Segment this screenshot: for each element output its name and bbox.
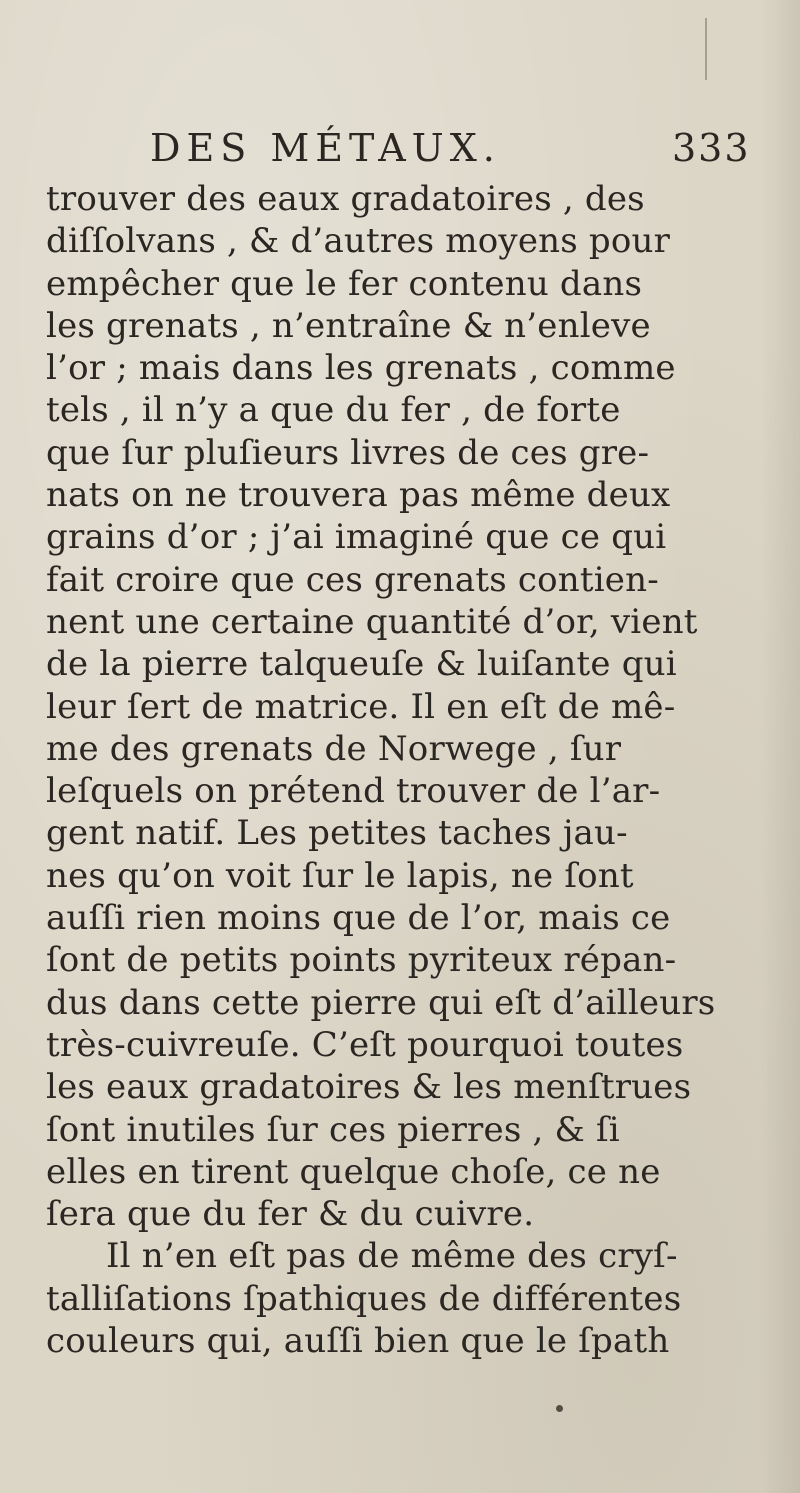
text-line-18: auſſi rien moins que de l’or, mais ce: [46, 898, 671, 939]
ink-smudge: [556, 1405, 563, 1412]
running-title: DES MÉTAUX.: [150, 126, 501, 170]
text-line-25: ſera que du fer & du cuivre.: [46, 1194, 535, 1235]
text-line-9: grains d’or ; j’ai imaginé que ce qui: [46, 517, 667, 558]
body-text: [46, 178, 774, 1362]
text-line-14: me des grenats de Norwege , ſur: [46, 728, 622, 769]
text-line-5: l’or ; mais dans les grenats , comme: [46, 348, 676, 389]
text-line-23: ſont inutiles ſur ces pierres , & ſi: [46, 1109, 620, 1150]
text-line-6: tels , il n’y a que du fer , de forte: [46, 390, 621, 431]
text-line-8: nats on ne trouvera pas même deux: [46, 475, 671, 516]
text-line-10: fait croire que ces grenats contien-: [46, 559, 659, 600]
margin-mark: [705, 18, 707, 80]
text-line-2: diſſolvans , & d’autres moyens pour: [46, 221, 671, 262]
text-line-28: couleurs qui, auſſi bien que le ſpath: [46, 1321, 670, 1362]
text-line-24: elles en tirent quelque choſe, ce ne: [46, 1151, 661, 1192]
page-header: [0, 126, 800, 182]
text-line-4: les grenats , n’entraîne & n’enleve: [46, 305, 651, 346]
text-line-15: leſquels on prétend trouver de l’ar-: [46, 771, 661, 812]
text-line-20: dus dans cette pierre qui eſt d’ailleurs: [46, 982, 716, 1023]
text-line-1: trouver des eaux gradatoires , des: [46, 179, 645, 219]
text-line-16: gent natif. Les petites taches jau-: [46, 813, 628, 854]
text-line-12: de la pierre talqueuſe & luiſante qui: [46, 644, 677, 685]
page-number: 333: [672, 126, 751, 170]
text-line-27: talliſations ſpathiques de différentes: [46, 1278, 682, 1319]
text-line-21: très-cuivreuſe. C’eſt pourquoi toutes: [46, 1024, 684, 1065]
text-line-26: Il n’en eſt pas de même des cryſ-: [106, 1236, 678, 1277]
text-line-19: ſont de petits points pyriteux répan-: [46, 940, 677, 981]
text-line-17: nes qu’on voit ſur le lapis, ne ſont: [46, 855, 634, 896]
text-line-3: empêcher que le fer contenu dans: [46, 263, 643, 304]
text-line-11: nent une certaine quantité d’or, vient: [46, 601, 698, 642]
text-line-22: les eaux gradatoires & les menſtrues: [46, 1067, 692, 1108]
text-line-7: que ſur pluſieurs livres de ces gre-: [46, 432, 650, 473]
text-line-13: leur ſert de matrice. Il en eſt de mê-: [46, 686, 676, 727]
